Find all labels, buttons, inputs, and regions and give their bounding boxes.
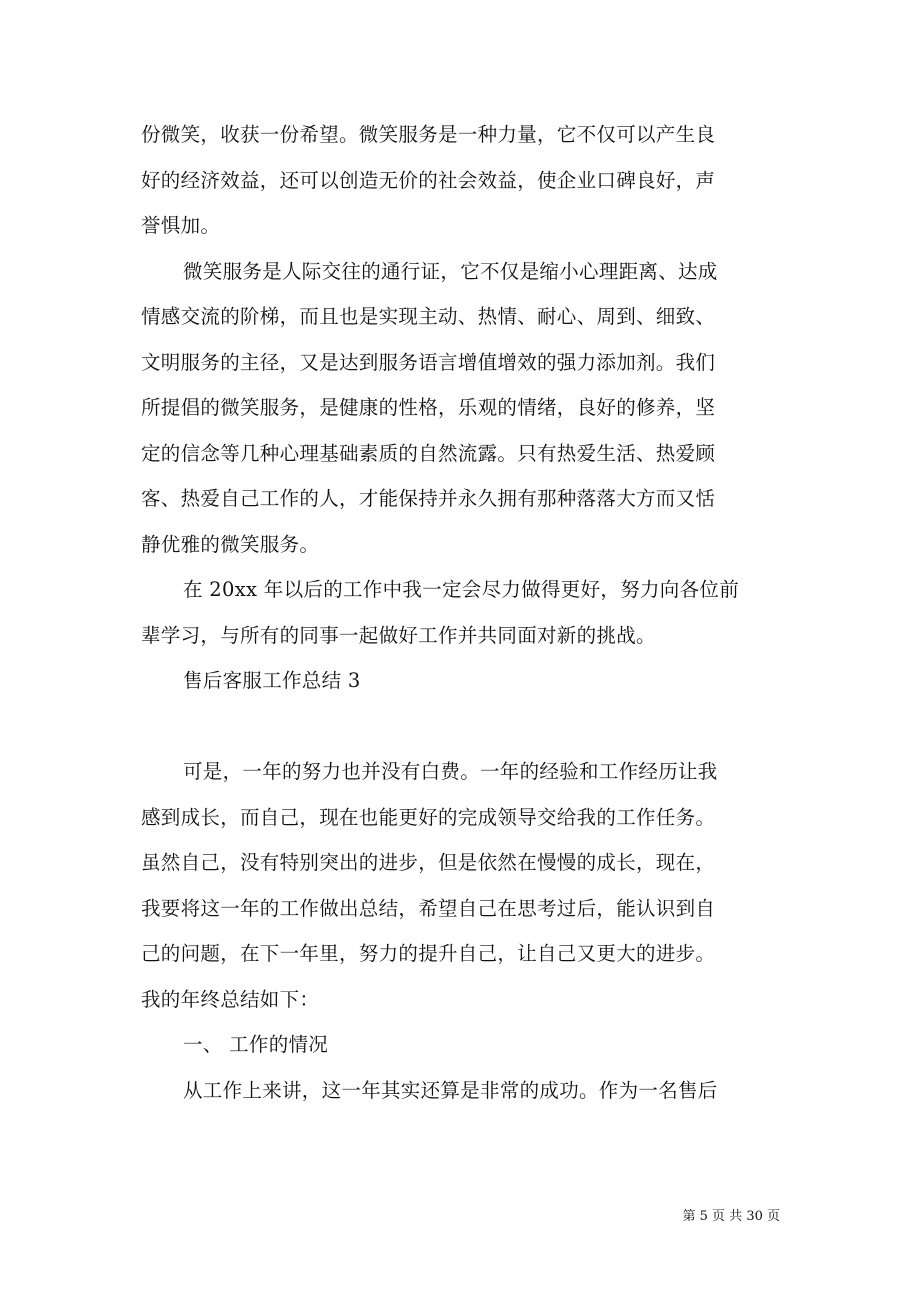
text-line: 定的信念等几种心理基础素质的自然流露。只有热爱生活、热爱顾 (141, 441, 716, 465)
text-line: 感到成长，而自己，现在也能更好的完成领导交给我的工作任务。 (141, 805, 716, 829)
text-line: 静优雅的微笑服务。 (141, 532, 320, 556)
text-line: 好的经济效益，还可以创造无价的社会效益，使企业口碑良好，声 (141, 168, 716, 192)
text-line: 所提倡的微笑服务，是健康的性格，乐观的情绪，良好的修养，坚 (141, 396, 716, 419)
paragraph (141, 658, 781, 704)
text-line: 在 20xx 年以后的工作中我一定会尽力做得更好，努力向各位前 (183, 578, 740, 601)
text-line: 己的问题，在下一年里，努力的提升自己，让自己又更大的进步。 (141, 942, 716, 965)
text-line: 一、 工作的情况 (183, 1033, 329, 1056)
text-line: 誉惧加。 (141, 214, 221, 237)
document-body (141, 112, 781, 1113)
page-number-footer: 第 5 页 共 30 页 (682, 1209, 780, 1224)
text-line: 情感交流的阶梯，而且也是实现主动、热情、耐心、周到、细致、 (141, 305, 716, 328)
paragraph (141, 567, 781, 658)
text-line: 从工作上来讲，这一年其实还算是非常的成功。作为一名售后 (183, 1078, 718, 1102)
text-line: 售后客服工作总结 3 (183, 669, 361, 692)
paragraph (141, 249, 781, 568)
text-line: 文明服务的主径，又是达到服务语言增值增效的强力添加剂。我们 (141, 350, 716, 374)
text-line: 可是，一年的努力也并没有白费。一年的经验和工作经历让我 (183, 760, 718, 783)
paragraph (141, 1022, 781, 1068)
paragraph-gap (141, 704, 781, 750)
paragraph (141, 1068, 781, 1114)
paragraph (141, 112, 781, 249)
text-line: 我的年终总结如下： (141, 987, 320, 1011)
text-line: 我要将这一年的工作做出总结，希望自己在思考过后，能认识到自 (141, 896, 716, 920)
text-line: 份微笑，收获一份希望。微笑服务是一种力量，它不仅可以产生良 (141, 123, 716, 146)
text-line: 微笑服务是人际交往的通行证，它不仅是缩小心理距离、达成 (183, 259, 718, 283)
text-line: 虽然自己，没有特别突出的进步，但是依然在慢慢的成长，现在， (141, 851, 716, 874)
text-line: 辈学习，与所有的同事一起做好工作并共同面对新的挑战。 (141, 623, 656, 647)
paragraph (141, 749, 781, 1022)
text-line: 客、热爱自己工作的人，才能保持并永久拥有那种落落大方而又恬 (141, 487, 716, 510)
